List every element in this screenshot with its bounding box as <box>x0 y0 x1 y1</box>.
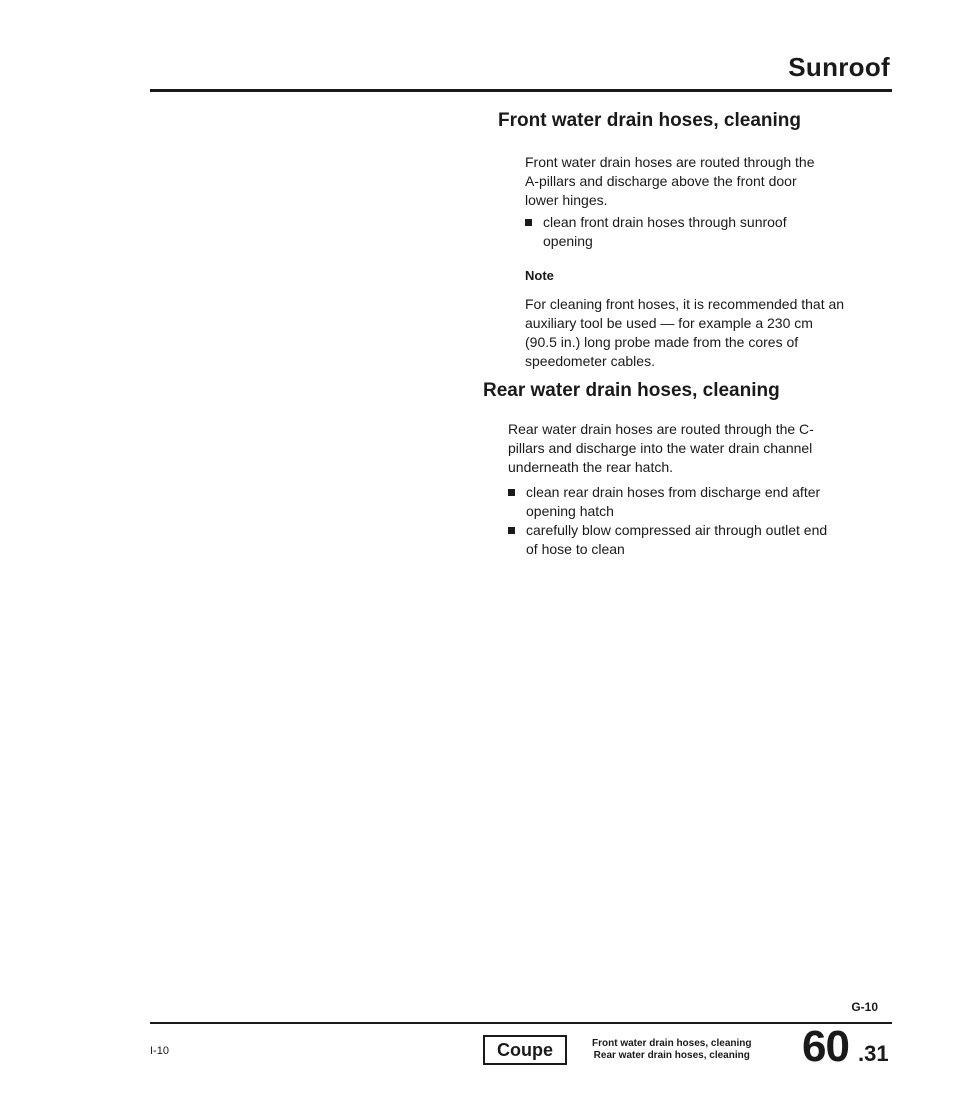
page-title: Sunroof <box>788 52 890 82</box>
rear-bullet-list <box>508 483 838 559</box>
footer-code-right: G-10 <box>851 1000 878 1014</box>
note-label: Note <box>525 268 554 283</box>
header-divider <box>150 89 892 92</box>
footer-toc-item: Front water drain hoses, cleaning <box>592 1038 752 1049</box>
front-bullet-list <box>525 213 830 251</box>
footer-toc-item: Rear water drain hoses, cleaning <box>593 1050 750 1061</box>
front-section-heading: Front water drain hoses, cleaning <box>498 110 802 131</box>
note-text: For cleaning front hoses, it is recommended that an auxiliary tool be used — for example a 230 cm (90.5 in.) long probe made from the cores of speedometer cables. <box>525 296 845 369</box>
model-label: Coupe <box>497 1039 553 1060</box>
rear-section-paragraph: Rear water drain hoses are routed through the C-pillars and discharge into the water drain channel underneath the rear hatch. <box>508 421 814 475</box>
footer-code-left: I-10 <box>150 1045 169 1057</box>
footer-divider <box>150 1022 892 1024</box>
section-subnumber: .31 <box>858 1041 889 1066</box>
front-section-paragraph: Front water drain hoses are routed through the A-pillars and discharge above the front door lower hinges. <box>525 154 815 208</box>
model-badge <box>483 1035 567 1065</box>
list-item: carefully blow compressed air through outlet end of hose to clean <box>508 521 838 559</box>
section-number: 60 <box>802 1022 849 1071</box>
list-item: clean rear drain hoses from discharge end after opening hatch <box>508 483 838 521</box>
rear-section-heading: Rear water drain hoses, cleaning <box>483 380 780 401</box>
footer-toc <box>592 1038 751 1062</box>
list-item: clean front drain hoses through sunroof opening <box>525 213 830 251</box>
